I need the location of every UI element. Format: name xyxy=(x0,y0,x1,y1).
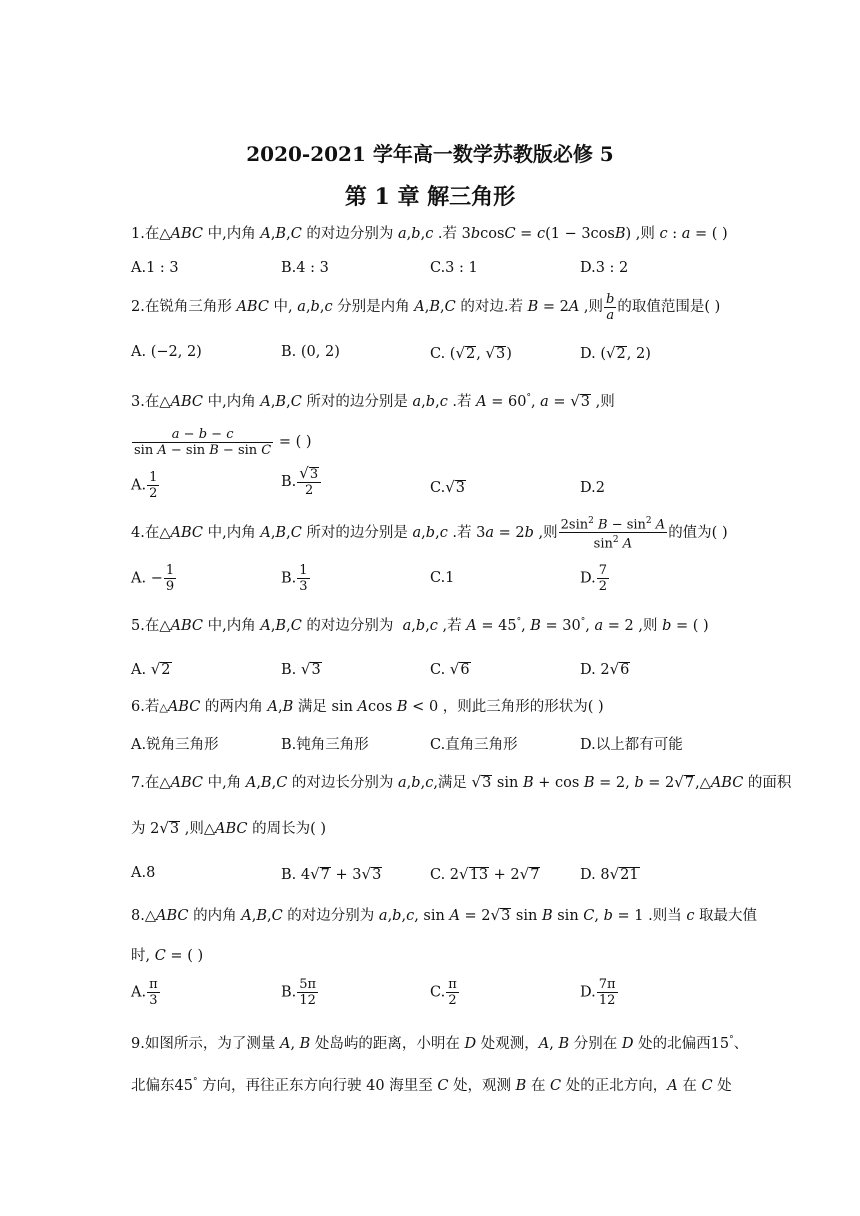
question-8-option-a: A. $\frac{\pi}{3}$ xyxy=(131,977,158,1008)
question-6-option-c: C.直角三角形 xyxy=(430,737,518,753)
question-5-option-b: B. √3 xyxy=(281,660,321,678)
question-2-option-c: C. (√2, √3) xyxy=(430,344,512,362)
question-3-option-a: A. $\frac{1}{2}$ xyxy=(131,470,158,501)
question-1-option-b: B.4 : 3 xyxy=(281,260,329,276)
question-3-option-b: B. $\frac{√3}{2}$ xyxy=(281,466,322,498)
question-3-stem: 3.在△ABC 中,内角 A,B,C 所对的边分别是 a,b,c .若 A = 60°, a = √3 ,则 xyxy=(131,391,615,410)
question-8-stem-line-1: 8.△ABC 的内角 A,B,C 的对边分别为 a,b,c, sin A = 2√3 sin B sin C, b = 1 .则当 c 取最大值 xyxy=(131,906,758,924)
question-6-option-b: B.钝角三角形 xyxy=(281,737,369,753)
question-6-stem: 6.若△ABC 的两内角 A,B 满足 sin Acos B < 0 ，则此三角形的形状为( ) xyxy=(131,699,604,715)
question-7-option-a: A.8 xyxy=(131,865,156,881)
question-7-option-b: B. 4√7 + 3√3 xyxy=(281,865,382,883)
question-7-option-c: C. 2√13 + 2√7 xyxy=(430,865,540,883)
question-4-option-b: B. $\frac{1}{3}$ xyxy=(281,563,308,594)
question-7-stem-line-1: 7.在△ABC 中,角 A,B,C 的对边长分别为 a,b,c,满足 √3 sin B + cos B = 2, b = 2√7,△ABC 的面积 xyxy=(131,773,792,791)
question-4-stem: 4.在△ABC 中,内角 A,B,C 所对的边分别是 a,b,c .若 3a = 2b ,则 $\frac{2\sin^2 B - \sin^2 A}{\sin^2 A}$ 的值为( ) xyxy=(131,516,728,552)
question-2-stem: 2.在锐角三角形 ABC 中, a,b,c 分别是内角 A,B,C 的对边.若 B = 2A ,则 $\frac{b}{a}$ 的取值范围是( ) xyxy=(131,291,721,323)
question-9-stem-line-2: 北偏东45° 方向，再往正东方向行驶 40 海里至 C 处，观测 B 在 C 处的正北方向，A 在 C 处 xyxy=(131,1077,732,1094)
fraction: $\frac{b}{a}$ xyxy=(606,291,615,323)
question-9-stem-line-1: 9.如图所示，为了测量 A, B 处岛屿的距离，小明在 D 处观测，A, B 分别在 D 处的北偏西15°、 xyxy=(131,1035,749,1052)
question-7-stem-line-2: 为 2√3 ,则△ABC 的周长为( ) xyxy=(131,819,327,837)
question-5-option-c: C. √6 xyxy=(430,660,470,678)
question-5-option-d: D. 2√6 xyxy=(580,660,630,678)
question-7-option-d: D. 8√21 xyxy=(580,865,639,883)
question-5-stem: 5.在△ABC 中,内角 A,B,C 的对边分别为 a,b,c ,若 A = 45°, B = 30°, a = 2 ,则 b = ( ) xyxy=(131,617,709,634)
question-3-option-c: C.√3 xyxy=(430,478,465,496)
question-4-option-d: D. $\frac{7}{2}$ xyxy=(580,563,607,594)
question-2-option-a: A. (−2, 2) xyxy=(131,344,202,360)
question-4-option-c: C.1 xyxy=(430,570,455,586)
question-8-option-c: C. $\frac{\pi}{2}$ xyxy=(430,977,457,1008)
question-2-option-d: D. (√2, 2) xyxy=(580,344,651,362)
question-1-option-d: D.3 : 2 xyxy=(580,260,629,276)
question-8-option-d: D. $\frac{7\pi}{12}$ xyxy=(580,977,616,1008)
question-1-stem: 1.在△ABC 中,内角 A,B,C 的对边分别为 a,b,c .若 3bcosC = c(1 − 3cosB) ,则 c : a = ( ) xyxy=(131,226,728,242)
question-6-option-d: D.以上都有可能 xyxy=(580,737,683,753)
question-8-option-b: B. $\frac{5\pi}{12}$ xyxy=(281,977,317,1008)
fraction: $\frac{2\sin^2 B - \sin^2 A}{\sin^2 A}$ xyxy=(560,516,666,552)
question-2-option-b: B. (0, 2) xyxy=(281,344,340,360)
question-6-option-a: A.锐角三角形 xyxy=(131,737,219,753)
question-4-option-a: A. − $\frac{1}{9}$ xyxy=(131,563,175,594)
question-5-option-a: A. √2 xyxy=(131,660,171,678)
chapter-title: 第 1 章 解三角形 xyxy=(344,184,516,210)
question-3-option-d: D.2 xyxy=(580,480,605,496)
question-8-stem-line-2: 时, C = ( ) xyxy=(131,948,204,964)
question-1-option-c: C.3 : 1 xyxy=(430,260,478,276)
fraction: $\frac{a - b - c}{\text{sin A − sin B − sin C}}$ xyxy=(134,426,272,458)
question-3-expression: $\frac{a - b - c}{\text{sin A − sin B − sin C}}$ = ( ) xyxy=(134,426,312,458)
question-1-option-a: A.1 : 3 xyxy=(131,260,179,276)
document-title: 2020-2021 学年高一数学苏教版必修 5 xyxy=(246,142,614,166)
